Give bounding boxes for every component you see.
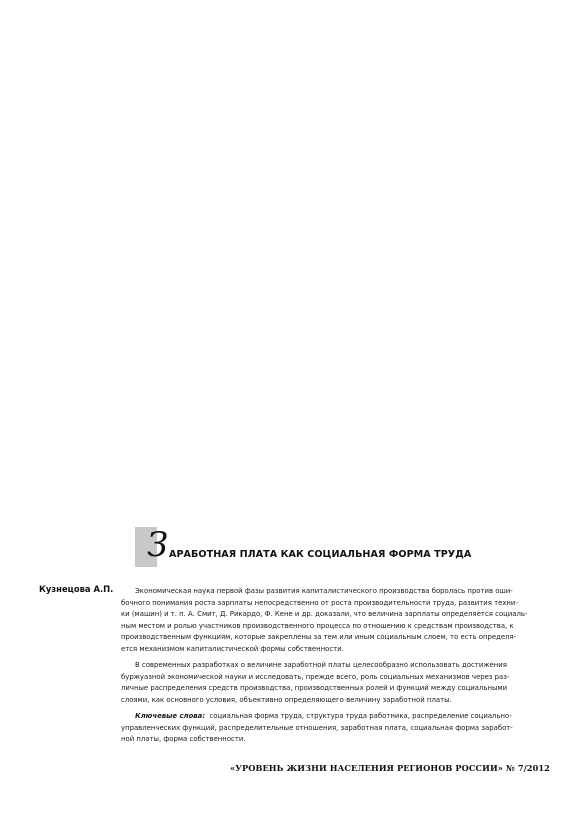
text-line: ки (машин) и т. п. А. Смит, Д. Рикардо, Ф. Кене и др. доказали, что величина зарплаты определяется социаль- [121,610,528,618]
text-line: личные распределения средств производства, производственных ролей и функций между социальными [121,684,508,692]
text-line [121,711,530,723]
article-title-block [135,527,555,567]
text-line: Экономическая наука первой фазы развития капиталистического производства боролась против оши- [135,587,513,595]
text-line: В современных разработках о величине заработной платы целесообразно использовать достижения [135,661,507,669]
text-line: ется механизмом капиталистической формы собственности. [121,644,344,653]
text-line: ной платы, форма собственности. [121,735,246,743]
dropcap-letter: З [147,525,169,565]
abstract-column [121,586,530,751]
abstract-paragraph-1 [121,586,530,655]
abstract-paragraph-2 [121,660,530,706]
text-line: бочного понимания роста зарплаты непосредственно от роста производительности труда, развития техни- [121,598,518,607]
journal-footer: «УРОВЕНЬ ЖИЗНИ НАСЕЛЕНИЯ РЕГИОНОВ РОССИИ» № 7/2012 [230,763,550,773]
text-line: ным местом и ролью участников производственного процесса по отношению к средствам производства, к [121,621,514,630]
author-name: Кузнецова А.П. [39,584,114,594]
article-title: АРАБОТНАЯ ПЛАТА КАК СОЦИАЛЬНАЯ ФОРМА ТРУДА [169,549,472,560]
text-line: производственным функциям, которые закреплены за тем или иным социальным слоем, то есть определя- [121,633,517,641]
text-line: буржуазной экономической науки и исследовать, прежде всего, роль социальных механизмов через раз- [121,672,510,681]
text-line: управленческих функций, распределительные отношения, заработная плата, социальная форма заработ- [121,723,513,732]
keywords-paragraph [121,711,530,746]
keywords-text: социальная форма труда, структура труда работника, распределение социально- [209,712,512,720]
text-line: слоями, как основного условия, объективно определяющего величину заработной платы. [121,695,452,704]
keywords-label: Ключевые слова: [135,712,206,720]
